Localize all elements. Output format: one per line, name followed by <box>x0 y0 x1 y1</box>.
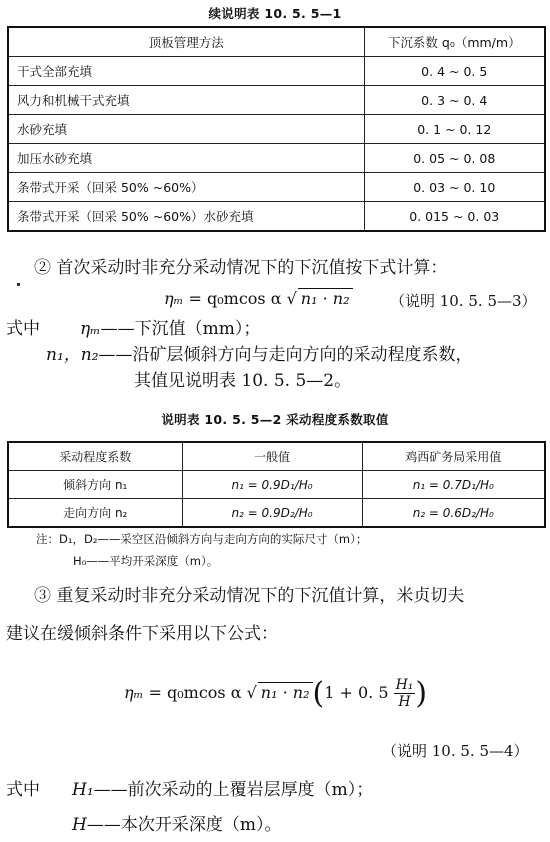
table-header-cell: 下沉系数 q₀（mm/m） <box>364 27 545 57</box>
sqrt-symbol-icon: √ <box>246 683 257 702</box>
table-cell: 条带式开采（回采 50% ~60%）水砂充填 <box>8 202 364 232</box>
symbol: H₁ <box>72 780 94 800</box>
table-cell: 条带式开采（回采 50% ~60%） <box>8 173 364 202</box>
table-cell: 0. 4 ~ 0. 5 <box>364 57 545 86</box>
scan-speck <box>17 283 20 286</box>
table-cell: n₁ = 0.7D₁/H₀ <box>362 471 545 499</box>
paragraph-repeated-mining: ③ 重复采动时非充分采动情况下的下沉值计算，米贞切夫 <box>34 586 465 606</box>
formula-ref: （说明 10. 5. 5—3） <box>390 292 537 310</box>
right-paren-icon: ) <box>415 676 428 711</box>
formula-lhs: ηₘ <box>164 289 184 308</box>
where-item <box>72 813 281 838</box>
table-row <box>8 202 545 232</box>
table-row <box>8 86 545 115</box>
formula-paren-inner: 1 + 0. 5 <box>324 683 394 702</box>
table2-caption: 说明表 10. 5. 5—2 采动程度系数取值 <box>161 412 389 427</box>
table-row <box>8 471 545 499</box>
symbol: H <box>72 815 87 835</box>
table-cell: 0. 05 ~ 0. 08 <box>364 144 545 173</box>
formula-lhs: ηₘ <box>124 683 144 702</box>
fraction-denominator: H <box>398 694 411 710</box>
fraction-numerator: H₁ <box>395 677 414 693</box>
paragraph-first-mining: ② 首次采动时非充分采动情况下的下沉值按下式计算： <box>34 258 448 278</box>
table-cell: 0. 3 ~ 0. 4 <box>364 86 545 115</box>
table-note: 注：D₁，D₂——采空区沿倾斜方向与走向方向的实际尺寸（m）； <box>36 532 368 546</box>
table-cell: 水砂充填 <box>8 115 364 144</box>
symbol: ηₘ <box>80 319 101 339</box>
table-cell: 风力和机械干式充填 <box>8 86 364 115</box>
table-row <box>8 57 545 86</box>
table-row <box>8 499 545 528</box>
table-header-cell: 鸡西矿务局采用值 <box>362 442 545 471</box>
symbol: n₁，n₂ <box>46 345 99 365</box>
table-cell: 倾斜方向 n₁ <box>8 471 182 499</box>
sqrt-symbol-icon: √ <box>286 289 297 308</box>
where-clause <box>6 778 40 803</box>
formula-ref: （说明 10. 5. 5—4） <box>382 742 529 760</box>
subsidence-coefficient-table <box>7 26 546 232</box>
table-cell: 0. 015 ~ 0. 03 <box>364 202 545 232</box>
symbol-desc: ——前次采动的上覆岩层厚度（m）； <box>93 780 374 800</box>
fraction <box>394 677 416 710</box>
formula-10-5-5-4 <box>124 676 427 711</box>
table-note: H₀——平均开采深度（m）。 <box>73 554 219 568</box>
table-cell: 0. 1 ~ 0. 12 <box>364 115 545 144</box>
where-item <box>80 317 260 342</box>
formula-eq: = q₀mcos α <box>183 289 287 308</box>
table-cell: 加压水砂充填 <box>8 144 364 173</box>
where-item <box>72 778 373 803</box>
where-prefix: 式中 <box>6 780 40 800</box>
where-clause <box>6 317 40 342</box>
table-row <box>8 115 545 144</box>
table-cell: n₁ = 0.9D₁/H₀ <box>182 471 362 499</box>
table-header-cell: 采动程度系数 <box>8 442 182 471</box>
symbol-desc: ——沿矿层倾斜方向与走向方向的采动程度系数， <box>98 345 473 365</box>
table1-caption: 续说明表 10. 5. 5—1 <box>208 6 342 21</box>
table-header-row <box>8 27 545 57</box>
table-cell: 0. 03 ~ 0. 10 <box>364 173 545 202</box>
formula-eq: = q₀mcos α <box>143 683 247 702</box>
symbol-desc: ——下沉值（mm）； <box>100 319 261 339</box>
left-paren-icon: ( <box>312 676 325 711</box>
table-header-cell: 顶板管理方法 <box>8 27 364 57</box>
table-cell: 干式全部充填 <box>8 57 364 86</box>
table-cell: n₂ = 0.6D₂/H₀ <box>362 499 545 528</box>
mining-degree-table <box>7 441 546 528</box>
formula-sqrt: n₁ · n₂ <box>258 682 313 702</box>
formula-sqrt: n₁ · n₂ <box>298 288 353 308</box>
table-header-cell: 一般值 <box>182 442 362 471</box>
where-item-continued: 其值见说明表 10. 5. 5—2。 <box>134 371 352 391</box>
formula-10-5-5-3 <box>164 288 353 308</box>
table-row <box>8 173 545 202</box>
table-cell: n₂ = 0.9D₂/H₀ <box>182 499 362 528</box>
where-prefix: 式中 <box>6 319 40 339</box>
table-cell: 走向方向 n₂ <box>8 499 182 528</box>
where-item <box>46 343 473 368</box>
table-header-row <box>8 442 545 471</box>
paragraph-repeated-mining-cont: 建议在缓倾斜条件下采用以下公式： <box>6 624 278 644</box>
symbol-desc: ——本次开采深度（m）。 <box>86 815 282 835</box>
table-row <box>8 144 545 173</box>
